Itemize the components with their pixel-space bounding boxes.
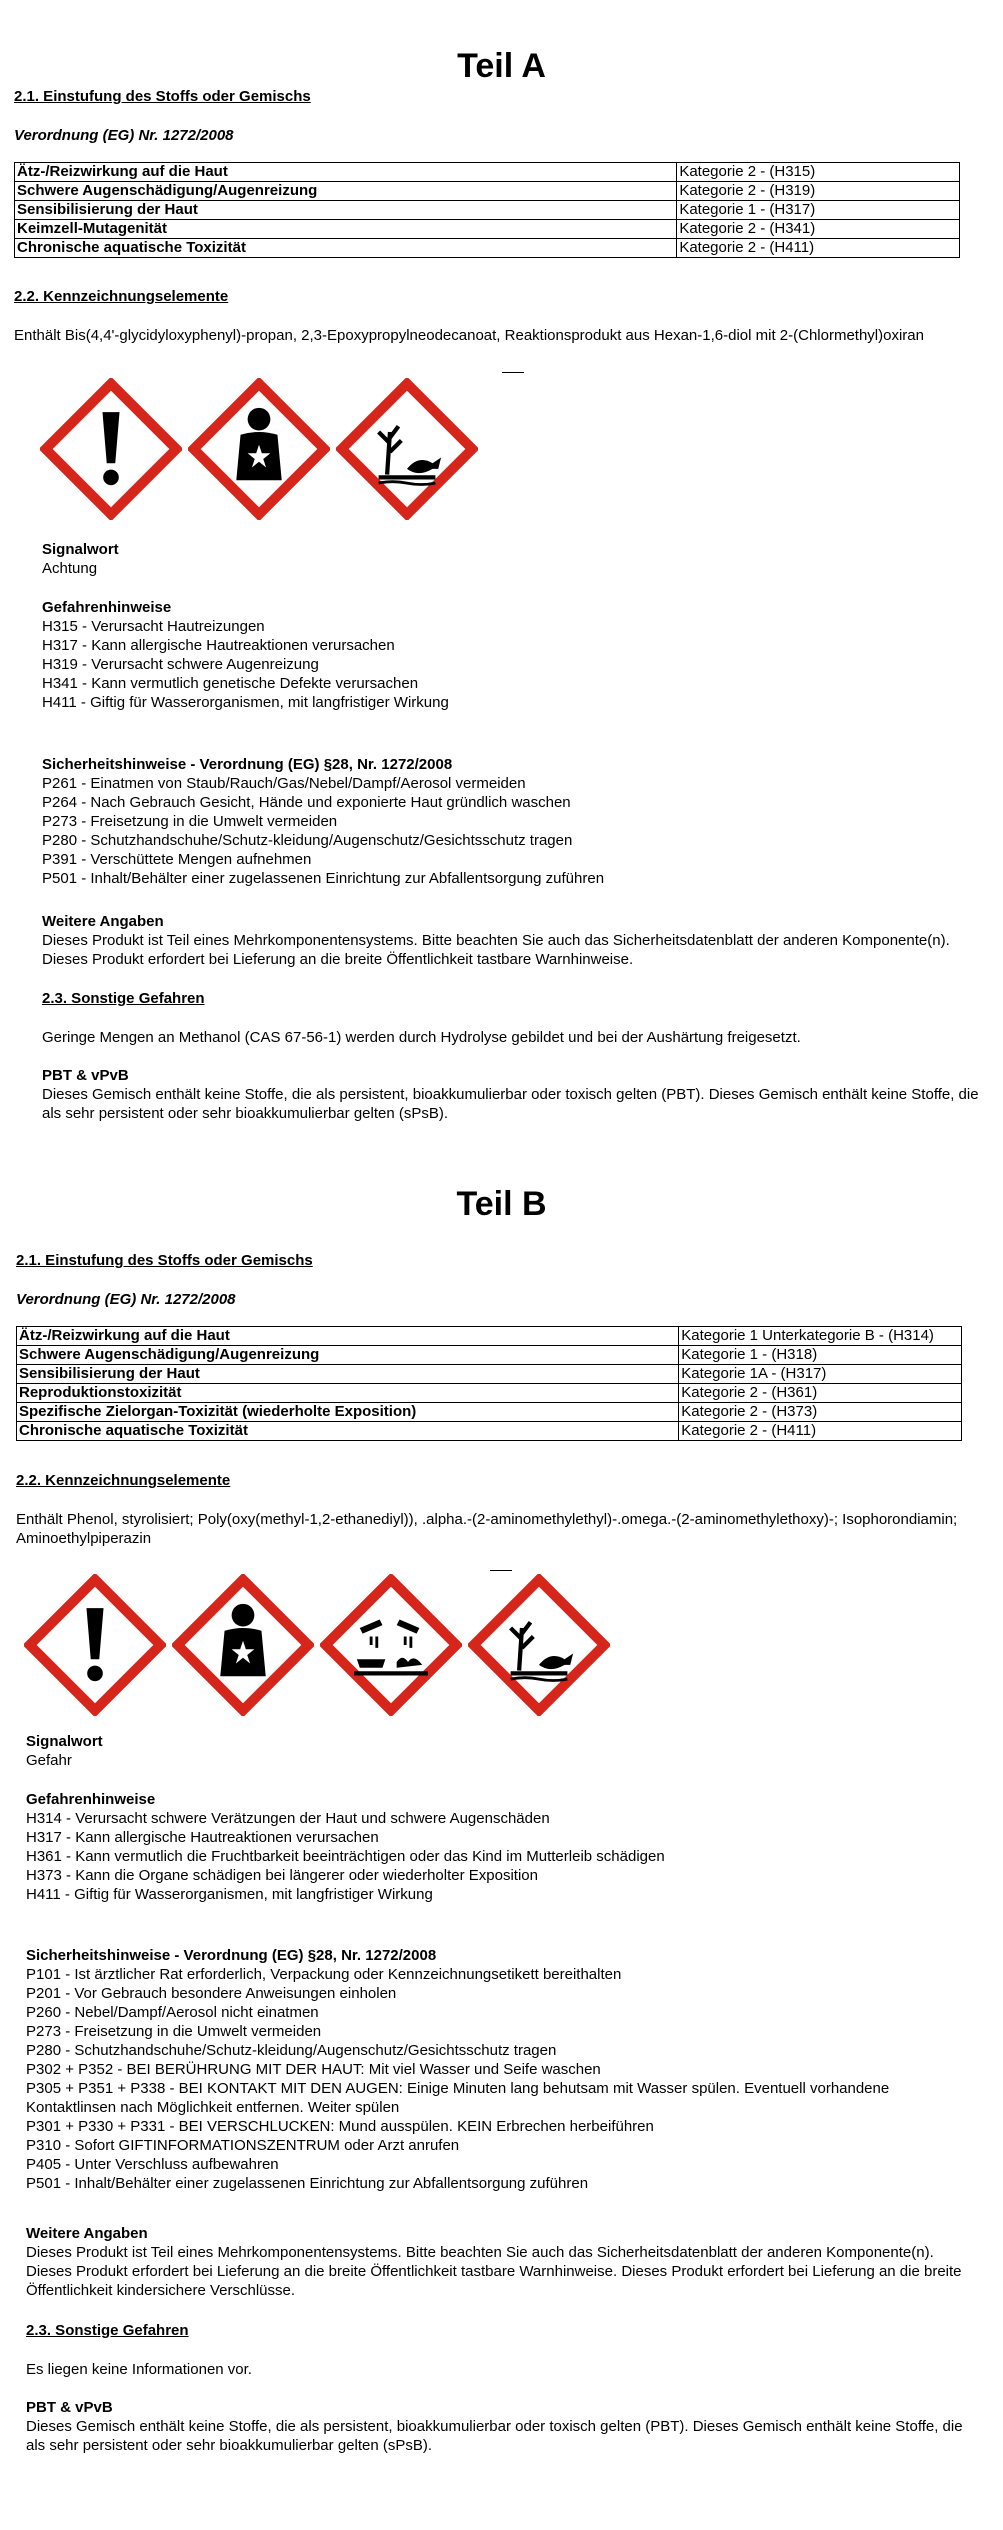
hazard-category: Kategorie 2 - (H361) <box>679 1384 962 1403</box>
precautionary-statement: P260 - Nebel/Dampf/Aerosol nicht einatmen <box>26 2004 319 2021</box>
further-info-label: Weitere Angaben <box>42 913 164 930</box>
hazard-class: Schwere Augenschädigung/Augenreizung <box>17 1346 679 1365</box>
hazard-statements <box>42 598 1002 712</box>
hazard-statement: H341 - Kann vermutlich genetische Defekte verursachen <box>42 675 419 692</box>
precautionary-label: Sicherheitshinweise - Verordnung (EG) §28, Nr. 1272/2008 <box>42 756 453 773</box>
hazard-statement: H314 - Verursacht schwere Verätzungen der Haut und schwere Augenschäden <box>26 1810 550 1827</box>
hazard-statement: H411 - Giftig für Wasserorganismen, mit langfristiger Wirkung <box>26 1886 433 1903</box>
table-row <box>15 163 960 182</box>
precautionary-statement: P264 - Nach Gebrauch Gesicht, Hände und exponierte Haut gründlich waschen <box>42 794 571 811</box>
hazard-class: Ätz-/Reizwirkung auf die Haut <box>15 163 677 182</box>
health-hazard-icon <box>172 1574 314 1716</box>
precautionary-statement: P280 - Schutzhandschuhe/Schutz-kleidung/Augenschutz/Gesichtsschutz tragen <box>26 2042 557 2059</box>
classification-table <box>14 162 960 258</box>
table-row <box>17 1403 962 1422</box>
pbt-text: Dieses Gemisch enthält keine Stoffe, die als persistent, bioakkumulierbar oder toxisch gelten (PBT). Dieses Gemisch enthält keine Stoffe, die als sehr persistent oder sehr bioakkumulierbar gelten (sPsB). <box>42 1086 979 1122</box>
divider <box>502 372 524 373</box>
signal-word-label: Signalwort <box>26 1733 103 1750</box>
other-hazards-text: Es liegen keine Informationen vor. <box>26 2361 252 2378</box>
precautionary-statement: P201 - Vor Gebrauch besondere Anweisungen einholen <box>26 1985 397 2002</box>
precautionary-statement: P405 - Unter Verschluss aufbewahren <box>26 2156 279 2173</box>
table-row <box>15 239 960 258</box>
health-hazard-icon <box>188 378 330 520</box>
table-row <box>15 182 960 201</box>
table-row <box>17 1346 962 1365</box>
other-hazards-heading: 2.3. Sonstige Gefahren <box>26 2322 189 2339</box>
hazard-class: Chronische aquatische Toxizität <box>17 1422 679 1441</box>
precautionary-statement: P273 - Freisetzung in die Umwelt vermeiden <box>26 2023 322 2040</box>
hazard-category: Kategorie 1 - (H317) <box>677 201 960 220</box>
other-hazards-text: Geringe Mengen an Methanol (CAS 67-56-1) werden durch Hydrolyse gebildet und bei der Aushärtung freigesetzt. <box>42 1029 801 1046</box>
hazard-statement: H317 - Kann allergische Hautreaktionen verursachen <box>42 637 395 654</box>
precautionary-statement: P305 + P351 + P338 - BEI KONTAKT MIT DEN AUGEN: Einige Minuten lang behutsam mit Wasser spülen. Eventuell vorhandene Kontaktlinsen nach Möglichkeit entfernen. Weiter spülen <box>26 2080 890 2116</box>
precautionary-statement: P280 - Schutzhandschuhe/Schutz-kleidung/Augenschutz/Gesichtsschutz tragen <box>42 832 573 849</box>
pbt-label: PBT & vPvB <box>26 2399 113 2416</box>
corrosion-icon <box>320 1574 462 1716</box>
exclamation-mark-icon <box>40 378 182 520</box>
table-row <box>17 1365 962 1384</box>
precautionary-statements <box>26 1946 976 2193</box>
pictogram-row <box>40 378 478 520</box>
hazard-category: Kategorie 1A - (H317) <box>679 1365 962 1384</box>
exclamation-mark-icon <box>24 1574 166 1716</box>
divider <box>490 1570 512 1571</box>
precautionary-statement: P273 - Freisetzung in die Umwelt vermeiden <box>42 813 338 830</box>
hazard-class: Sensibilisierung der Haut <box>17 1365 679 1384</box>
hazard-category: Kategorie 2 - (H319) <box>677 182 960 201</box>
precautionary-statement: P501 - Inhalt/Behälter einer zugelassenen Einrichtung zur Abfallentsorgung zuführen <box>42 870 605 887</box>
precautionary-statement: P261 - Einatmen von Staub/Rauch/Gas/Nebel/Dampf/Aerosol vermeiden <box>42 775 526 792</box>
hazard-class: Schwere Augenschädigung/Augenreizung <box>15 182 677 201</box>
label-elements-heading: 2.2. Kennzeichnungselemente <box>14 288 229 305</box>
pictogram-row <box>24 1574 610 1716</box>
precautionary-statement: P302 + P352 - BEI BERÜHRUNG MIT DER HAUT: Mit viel Wasser und Seife waschen <box>26 2061 601 2078</box>
table-row <box>15 201 960 220</box>
label-elements-heading: 2.2. Kennzeichnungselemente <box>16 1472 231 1489</box>
precautionary-statement: P301 + P330 + P331 - BEI VERSCHLUCKEN: Mund ausspülen. KEIN Erbrechen herbeiführen <box>26 2118 654 2135</box>
precautionary-statement: P310 - Sofort GIFTINFORMATIONSZENTRUM oder Arzt anrufen <box>26 2137 460 2154</box>
precautionary-statement: P391 - Verschüttete Mengen aufnehmen <box>42 851 312 868</box>
hazard-statement: H317 - Kann allergische Hautreaktionen verursachen <box>26 1829 379 1846</box>
part-title: Teil B <box>456 1185 547 1223</box>
hazard-class: Spezifische Zielorgan-Toxizität (wiederholte Exposition) <box>17 1403 679 1422</box>
precautionary-statements <box>42 755 1002 888</box>
hazard-statement: H315 - Verursacht Hautreizungen <box>42 618 265 635</box>
pbt-block <box>26 2398 976 2455</box>
hazard-category: Kategorie 2 - (H341) <box>677 220 960 239</box>
further-info <box>42 912 982 969</box>
hazard-statements-label: Gefahrenhinweise <box>26 1791 156 1808</box>
pbt-label: PBT & vPvB <box>42 1067 129 1084</box>
hazard-category: Kategorie 2 - (H373) <box>679 1403 962 1422</box>
part-title: Teil A <box>457 47 546 85</box>
classification-heading: 2.1. Einstufung des Stoffs oder Gemischs <box>16 1252 313 1269</box>
environment-icon <box>336 378 478 520</box>
hazard-statements-label: Gefahrenhinweise <box>42 599 172 616</box>
hazard-statement: H373 - Kann die Organe schädigen bei längerer oder wiederholter Exposition <box>26 1867 538 1884</box>
signal-word-block <box>26 1732 986 1770</box>
precautionary-label: Sicherheitshinweise - Verordnung (EG) §28, Nr. 1272/2008 <box>26 1947 437 1964</box>
further-info-text: Dieses Produkt ist Teil eines Mehrkomponentensystems. Bitte beachten Sie auch das Sicherheitsdatenblatt der anderen Komponente(n). Dieses Produkt erfordert bei Lieferung an die breite Öffentlichkeit tastbare Warnhinweise. <box>42 932 950 968</box>
pbt-block <box>42 1066 982 1123</box>
signal-word-block <box>42 540 1002 578</box>
table-row <box>15 220 960 239</box>
precautionary-statement: P501 - Inhalt/Behälter einer zugelassenen Einrichtung zur Abfallentsorgung zuführen <box>26 2175 589 2192</box>
further-info-label: Weitere Angaben <box>26 2225 148 2242</box>
regulation: Verordnung (EG) Nr. 1272/2008 <box>14 127 234 144</box>
regulation: Verordnung (EG) Nr. 1272/2008 <box>16 1291 236 1308</box>
precautionary-statement: P101 - Ist ärztlicher Rat erforderlich, Verpackung oder Kennzeichnungsetikett bereithalten <box>26 1966 622 1983</box>
table-row <box>17 1422 962 1441</box>
hazard-statement: H411 - Giftig für Wasserorganismen, mit langfristiger Wirkung <box>42 694 449 711</box>
other-hazards-heading: 2.3. Sonstige Gefahren <box>42 990 205 1007</box>
further-info-text: Dieses Produkt ist Teil eines Mehrkomponentensystems. Bitte beachten Sie auch das Sicherheitsdatenblatt der anderen Komponente(n). Dieses Produkt erfordert bei Lieferung an die breite Öffentlichkeit tastbare Warnhinweise. Dieses Produkt erfordert bei Lieferung an die breite Öffentlichkeit kindersichere Verschlüsse. <box>26 2244 962 2299</box>
hazard-class: Chronische aquatische Toxizität <box>15 239 677 258</box>
contains-text: Enthält Phenol, styrolisiert; Poly(oxy(methyl-1,2-ethanediyl)), .alpha.-(2-aminomethylethyl)-.omega.-(2-aminomethylethoxy)-; Isophorondiamin; Aminoethylpiperazin <box>16 1511 958 1547</box>
hazard-statement: H361 - Kann vermutlich die Fruchtbarkeit beeinträchtigen oder das Kind im Mutterleib schädigen <box>26 1848 665 1865</box>
signal-word: Achtung <box>42 560 98 577</box>
signal-word-label: Signalwort <box>42 541 119 558</box>
hazard-category: Kategorie 2 - (H315) <box>677 163 960 182</box>
table-row <box>17 1384 962 1403</box>
hazard-category: Kategorie 1 - (H318) <box>679 1346 962 1365</box>
hazard-class: Sensibilisierung der Haut <box>15 201 677 220</box>
hazard-class: Reproduktionstoxizität <box>17 1384 679 1403</box>
hazard-class: Ätz-/Reizwirkung auf die Haut <box>17 1327 679 1346</box>
environment-icon <box>468 1574 610 1716</box>
hazard-category: Kategorie 2 - (H411) <box>677 239 960 258</box>
hazard-category: Kategorie 1 Unterkategorie B - (H314) <box>679 1327 962 1346</box>
hazard-statement: H319 - Verursacht schwere Augenreizung <box>42 656 319 673</box>
classification-heading: 2.1. Einstufung des Stoffs oder Gemischs <box>14 88 311 105</box>
classification-table <box>16 1326 962 1441</box>
table-row <box>17 1327 962 1346</box>
hazard-class: Keimzell-Mutagenität <box>15 220 677 239</box>
hazard-statements <box>26 1790 986 1904</box>
signal-word: Gefahr <box>26 1752 72 1769</box>
contains-text: Enthält Bis(4,4'-glycidyloxyphenyl)-propan, 2,3-Epoxypropylneodecanoat, Reaktionsprodukt aus Hexan-1,6-diol mit 2-(Chlormethyl)oxiran <box>14 327 924 344</box>
hazard-category: Kategorie 2 - (H411) <box>679 1422 962 1441</box>
pbt-text: Dieses Gemisch enthält keine Stoffe, die als persistent, bioakkumulierbar oder toxisch gelten (PBT). Dieses Gemisch enthält keine Stoffe, die als sehr persistent oder sehr bioakkumulierbar gelten (sPsB). <box>26 2418 963 2454</box>
further-info <box>26 2224 976 2300</box>
